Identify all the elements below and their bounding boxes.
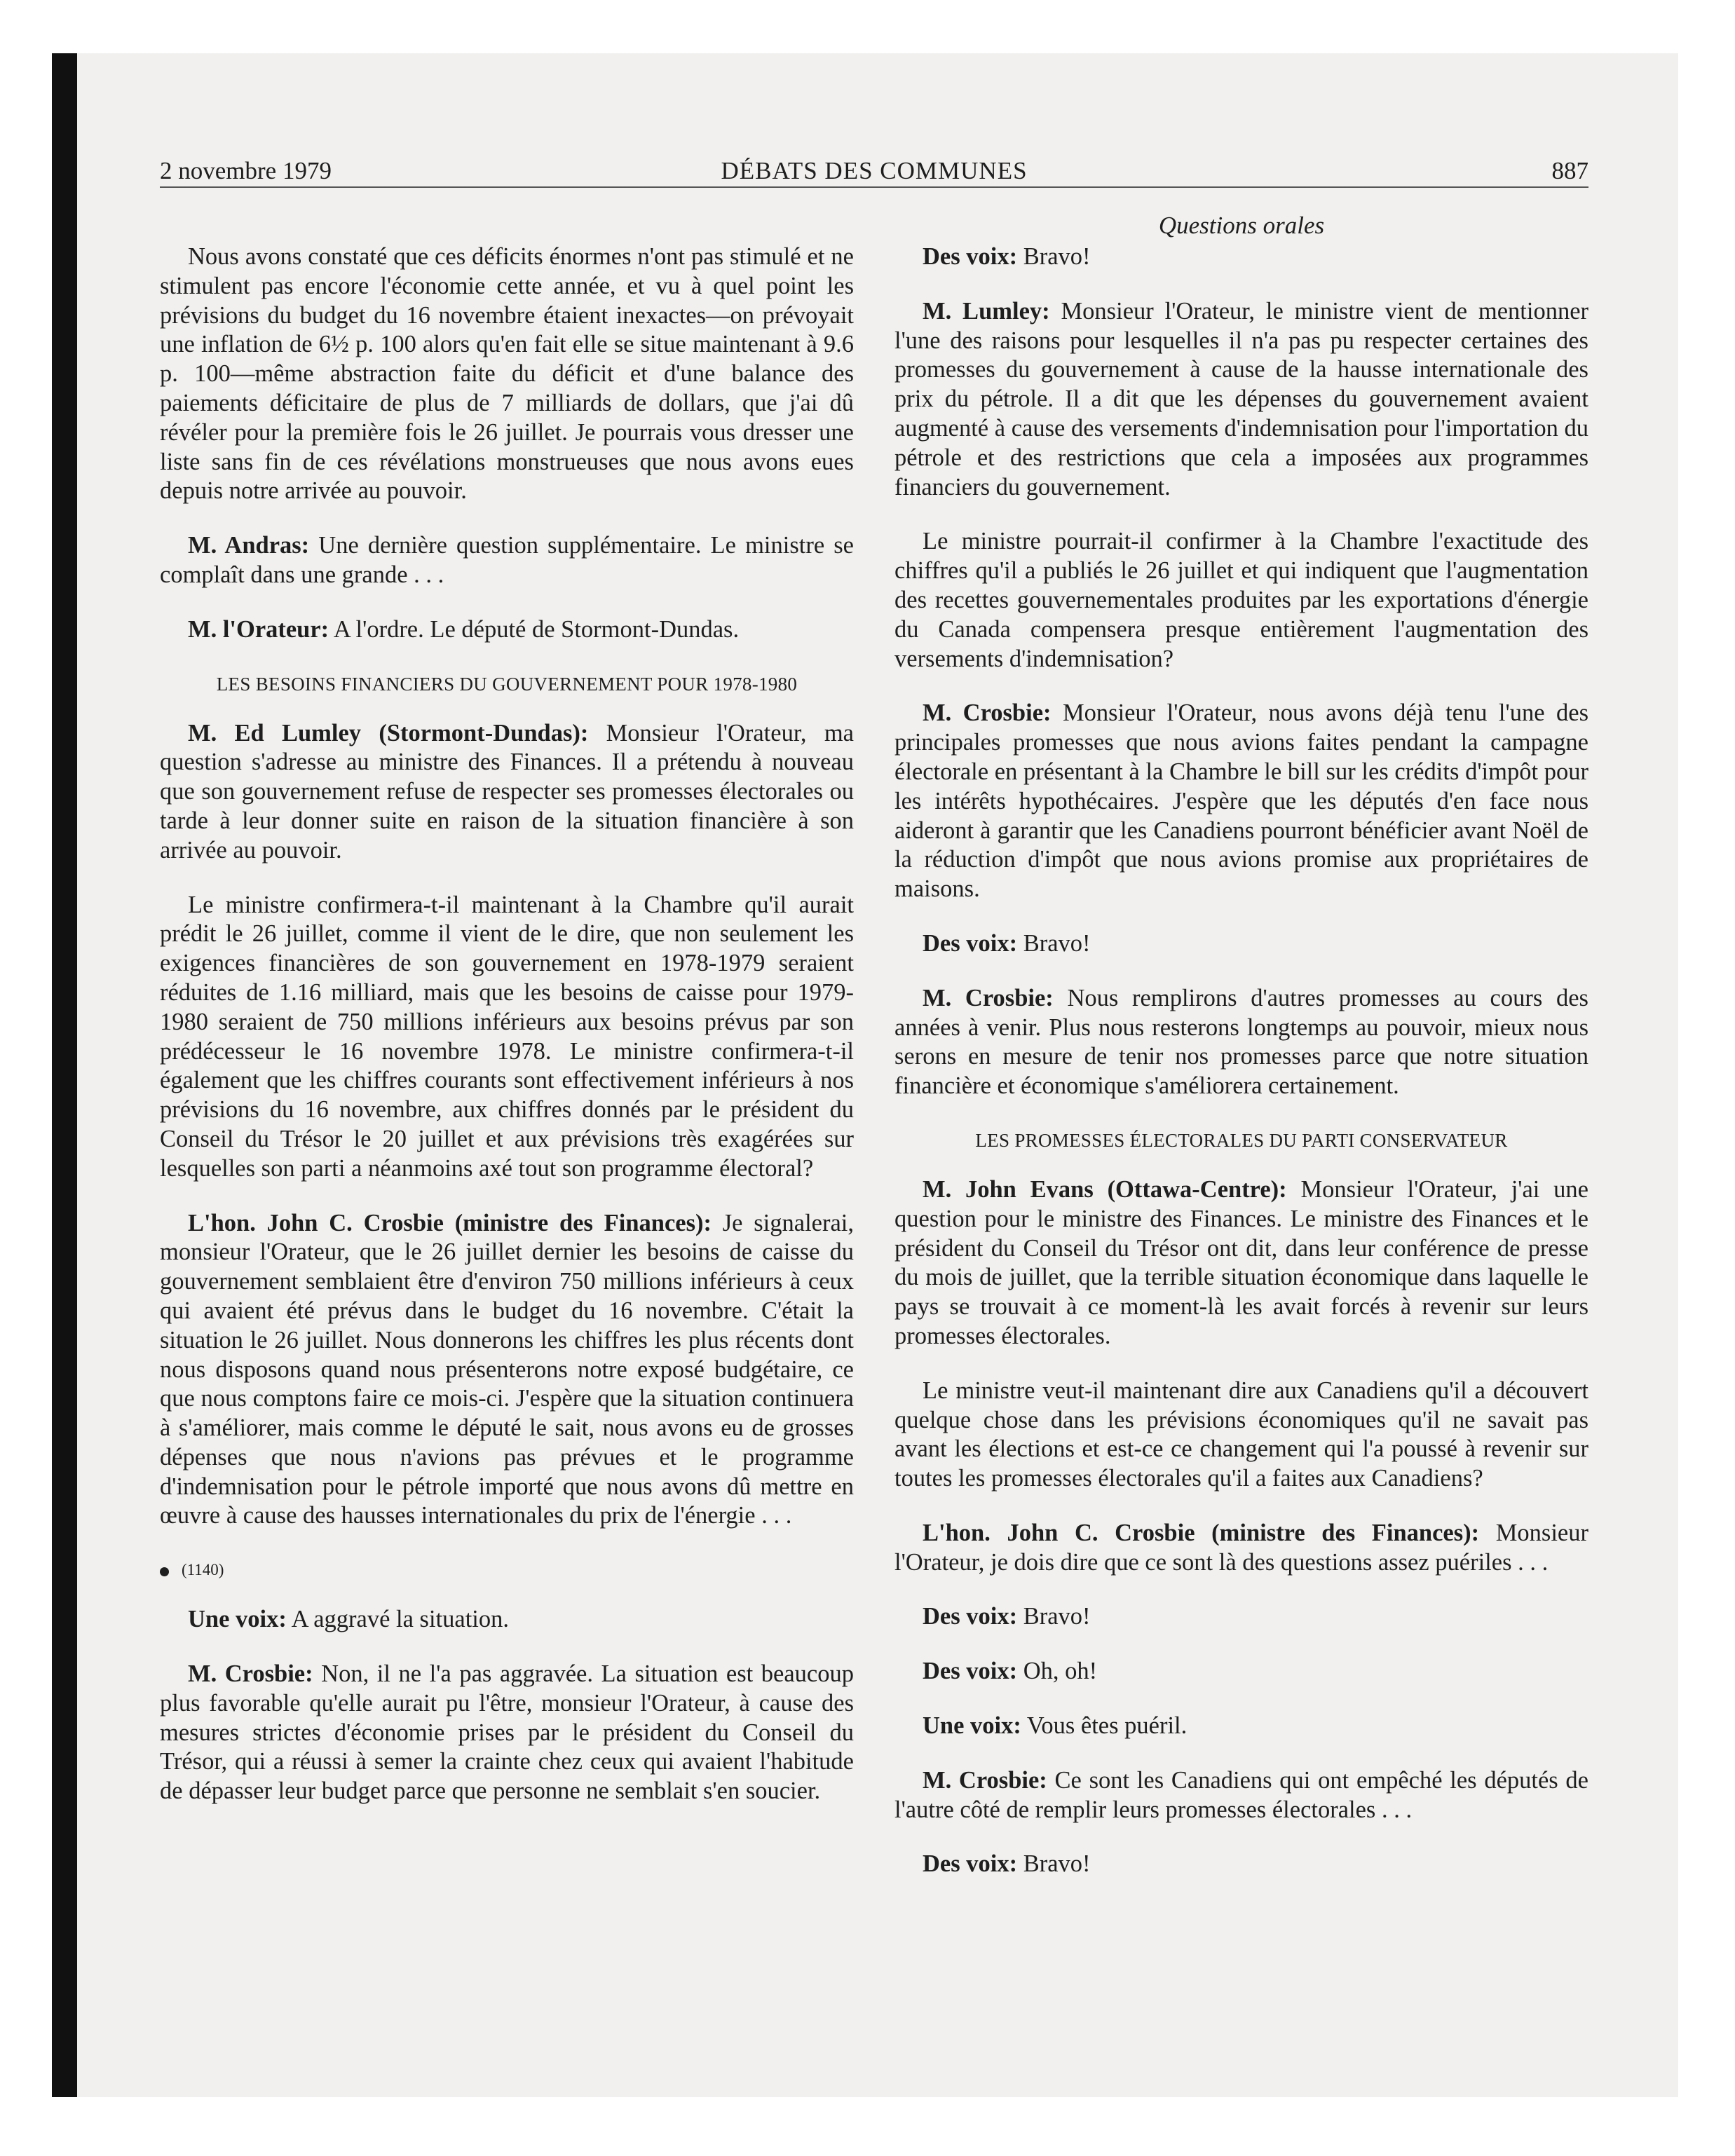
speech-paragraph [894, 1766, 1588, 1825]
speaker-name: M. Crosbie: [923, 984, 1054, 1011]
speech-paragraph [894, 1850, 1588, 1879]
bullet-icon [160, 1567, 169, 1576]
paragraph-text: Bravo! [1017, 1850, 1091, 1878]
speech-paragraph [894, 243, 1588, 272]
speaker-name: Des voix: [923, 1850, 1018, 1878]
paragraph-text: A l'ordre. Le député de Stormont-Dundas. [329, 615, 740, 643]
right-column [894, 243, 1588, 1904]
speech-paragraph [894, 984, 1588, 1101]
speaker-name: M. Crosbie: [923, 1766, 1047, 1794]
speaker-name: M. John Evans (Ottawa-Centre): [923, 1175, 1287, 1203]
section-heading: LES PROMESSES ÉLECTORALES DU PARTI CONSERVATEUR [975, 1129, 1508, 1151]
speaker-name: Des voix: [923, 1658, 1018, 1685]
speaker-name: M. Crosbie: [188, 1660, 313, 1688]
speaker-name: Des voix: [923, 1603, 1018, 1630]
text-paragraph [160, 891, 854, 1184]
speech-paragraph [160, 1209, 854, 1531]
speech-paragraph [894, 929, 1588, 959]
paragraph-text: Monsieur l'Orateur, ma question s'adresse au ministre des Finances. Il a prétendu à nouveau que son gouvernement refuse de respecter ses promesses électorales ou tarde à leur donner suite en raison de la situation financière à son arrivée au pouvoir. [160, 719, 854, 864]
speaker-name: Une voix: [923, 1712, 1021, 1740]
speech-paragraph [160, 719, 854, 866]
binding-edge [52, 53, 77, 2097]
speaker-name: M. Andras: [188, 532, 310, 559]
speech-paragraph [894, 297, 1588, 503]
speech-paragraph [160, 531, 854, 590]
paragraph-text: Le ministre confirmera-t-il maintenant à la Chambre qu'il aurait prédit le 26 juillet, comme il vient de le dire, que non seulement les exigences financières de son gouvernement en 1978-1979 seraient réduites de 1.16 milliard, mais que les besoins de caisse pour 1979-1980 seraient de 750 millions inférieurs aux besoins prévus par son prédécesseur le 16 novembre 1978. Le ministre confirmera-t-il également que les chiffres courants sont effectivement inférieurs à nos prévisions du 16 novembre, aux chiffres donnés par le président du Conseil du Trésor le 20 juillet et aux prévisions très exagérées sur lesquelles son parti a néanmoins axé tout son programme électoral? [160, 891, 854, 1182]
left-column [160, 243, 854, 1831]
paragraph-text: Une dernière question supplémentaire. Le ministre se complaît dans une grande . . . [160, 532, 854, 588]
speech-paragraph [894, 1602, 1588, 1632]
paragraph-text: A aggravé la situation. [286, 1606, 510, 1633]
running-head: Questions orales [1158, 212, 1325, 239]
speech-paragraph [894, 1519, 1588, 1578]
paragraph-text: Monsieur l'Orateur, le ministre vient de mentionner l'une des raisons pour lesquelles il n'a pas pu respecter certaines des promesses du gouvernement à cause de la hausse internationale des prix du pétrole. Il a dit que les dépenses du gouvernement avaient augmenté à cause des versements d'indemnisation pour l'importation du pétrole et des restrictions que cela a imposées aux programmes financiers du gouvernement. [894, 297, 1588, 500]
text-paragraph [894, 527, 1588, 674]
timestamp-marker [160, 1556, 854, 1584]
paragraph-text: Ce sont les Canadiens qui ont empêché les députés de l'autre côté de remplir leurs promesses électorales . . . [894, 1766, 1588, 1823]
header-date: 2 novembre 1979 [160, 157, 332, 184]
paragraph-text: Non, il ne l'a pas aggravée. La situation est beaucoup plus favorable qu'elle aurait pu l'être, monsieur l'Orateur, à cause des mesures strictes d'économie prises par le président du Conseil du Trésor, qui a réussi à semer la crainte chez ceux qui avaient l'habitude de dépasser leur budget parce que personne ne semblait s'en soucier. [160, 1660, 854, 1805]
paragraph-text: Je signalerai, monsieur l'Orateur, que le 26 juillet dernier les besoins de caisse du gouvernement semblaient être d'environ 750 millions inférieurs à ceux qui avaient été prévus dans le budget du 16 novembre. C'était la situation le 26 juillet. Nous donnerons les chiffres les plus récents dont nous disposons quand nous présenterons notre exposé budgétaire, ce que nous comptons faire ce mois-ci. J'espère que la situation continuera à s'améliorer, mais comme le député le sait, nous avons eu de grosses dépenses que nous n'avions pas prévues et le programme d'indemnisation pour le pétrole importé que nous avons dû mettre en œuvre à cause des hausses internationales du prix de l'énergie . . . [160, 1209, 854, 1529]
speech-paragraph [160, 1660, 854, 1806]
paragraph-text: Nous remplirons d'autres promesses au cours des années à venir. Plus nous resterons longtemps au pouvoir, mieux nous serons en mesure de tenir nos promesses parce que notre situation financière et économique s'améliorera certainement. [894, 984, 1588, 1100]
speaker-name: M. Lumley: [923, 297, 1050, 325]
timestamp-text: (1140) [182, 1561, 224, 1579]
paragraph-text: Nous avons constaté que ces déficits énormes n'ont pas stimulé et ne stimulent pas encore l'économie cette année, et vu à quel point les prévisions du budget du 16 novembre étaient inexactes—on prévoyait une inflation de 6½ p. 100 alors qu'en fait elle se situe maintenant à 9.6 p. 100—même abstraction faite du déficit et d'une balance des paiements déficitaire de plus de 7 milliards de dollars, que j'ai dû révéler pour la première fois le 26 juillet. Je pourrais vous dresser une liste sans fin de ces révélations monstrueuses que nous avons eues depuis notre arrivée au pouvoir. [160, 243, 854, 505]
paragraph-text: Monsieur l'Orateur, j'ai une question pour le ministre des Finances. Le ministre des Finances et le président du Conseil du Trésor ont dit, dans leur conférence de presse du mois de juillet, que la terrible situation économique dans laquelle le pays se trouvait à ce moment-là les avait forcés à revenir sur leurs promesses électorales. [894, 1175, 1588, 1349]
speaker-name: M. Crosbie: [923, 700, 1052, 727]
speaker-name: M. Ed Lumley (Stormont-Dundas): [188, 719, 589, 746]
speaker-name: L'hon. John C. Crosbie (ministre des Finances): [188, 1209, 712, 1236]
paragraph-text: Bravo! [1017, 1603, 1091, 1630]
section-heading: LES BESOINS FINANCIERS DU GOUVERNEMENT POUR 1978-1980 [216, 673, 798, 695]
text-paragraph [160, 243, 854, 506]
speech-paragraph [894, 699, 1588, 904]
speech-paragraph [894, 1712, 1588, 1741]
text-paragraph [894, 1377, 1588, 1494]
speaker-name: Une voix: [188, 1606, 287, 1633]
speech-paragraph [160, 1605, 854, 1635]
page-number: 887 [1551, 157, 1588, 184]
header-title: DÉBATS DES COMMUNES [721, 157, 1028, 184]
paragraph-text: Bravo! [1017, 929, 1091, 957]
paragraph-text: Bravo! [1017, 243, 1091, 270]
paragraph-text: Monsieur l'Orateur, nous avons déjà tenu l'une des principales promesses que nous avions faites pendant la campagne électorale en présentant à la Chambre le bill sur les crédits d'impôt pour les intérêts hypothécaires. J'espère que les députés d'en face nous aideront à garantir que les Canadiens pourront bénéficier avant Noël de la réduction d'impôt que nous avions promise aux propriétaires de maisons. [894, 700, 1589, 903]
paragraph-text: Monsieur l'Orateur, je dois dire que ce sont là des questions assez puériles . . . [894, 1519, 1588, 1576]
speech-paragraph [160, 615, 854, 645]
speaker-name: L'hon. John C. Crosbie (ministre des Finances): [923, 1519, 1480, 1546]
speaker-name: Des voix: [923, 243, 1018, 270]
paragraph-text: Oh, oh! [1017, 1658, 1098, 1685]
page-header [160, 156, 1588, 188]
speaker-name: Des voix: [923, 929, 1018, 957]
paragraph-text: Le ministre veut-il maintenant dire aux Canadiens qu'il a découvert quelque chose dans les prévisions économiques qu'il ne savait pas avant les élections et est-ce ce changement qui l'a poussé à revenir sur toutes les promesses électorales qu'il a faites aux Canadiens? [894, 1377, 1588, 1492]
paragraph-text: Vous êtes puéril. [1021, 1712, 1188, 1740]
speech-paragraph [894, 1175, 1588, 1351]
speaker-name: M. l'Orateur: [188, 615, 329, 643]
speech-paragraph [894, 1657, 1588, 1686]
paragraph-text: Le ministre pourrait-il confirmer à la Chambre l'exactitude des chiffres qu'il a publiés le 26 juillet et qui indiquent que l'augmentation des recettes gouvernementales produites par les exportations d'énergie du Canada compensera presque entièrement l'augmentation des versements d'indemnisation? [894, 528, 1588, 672]
